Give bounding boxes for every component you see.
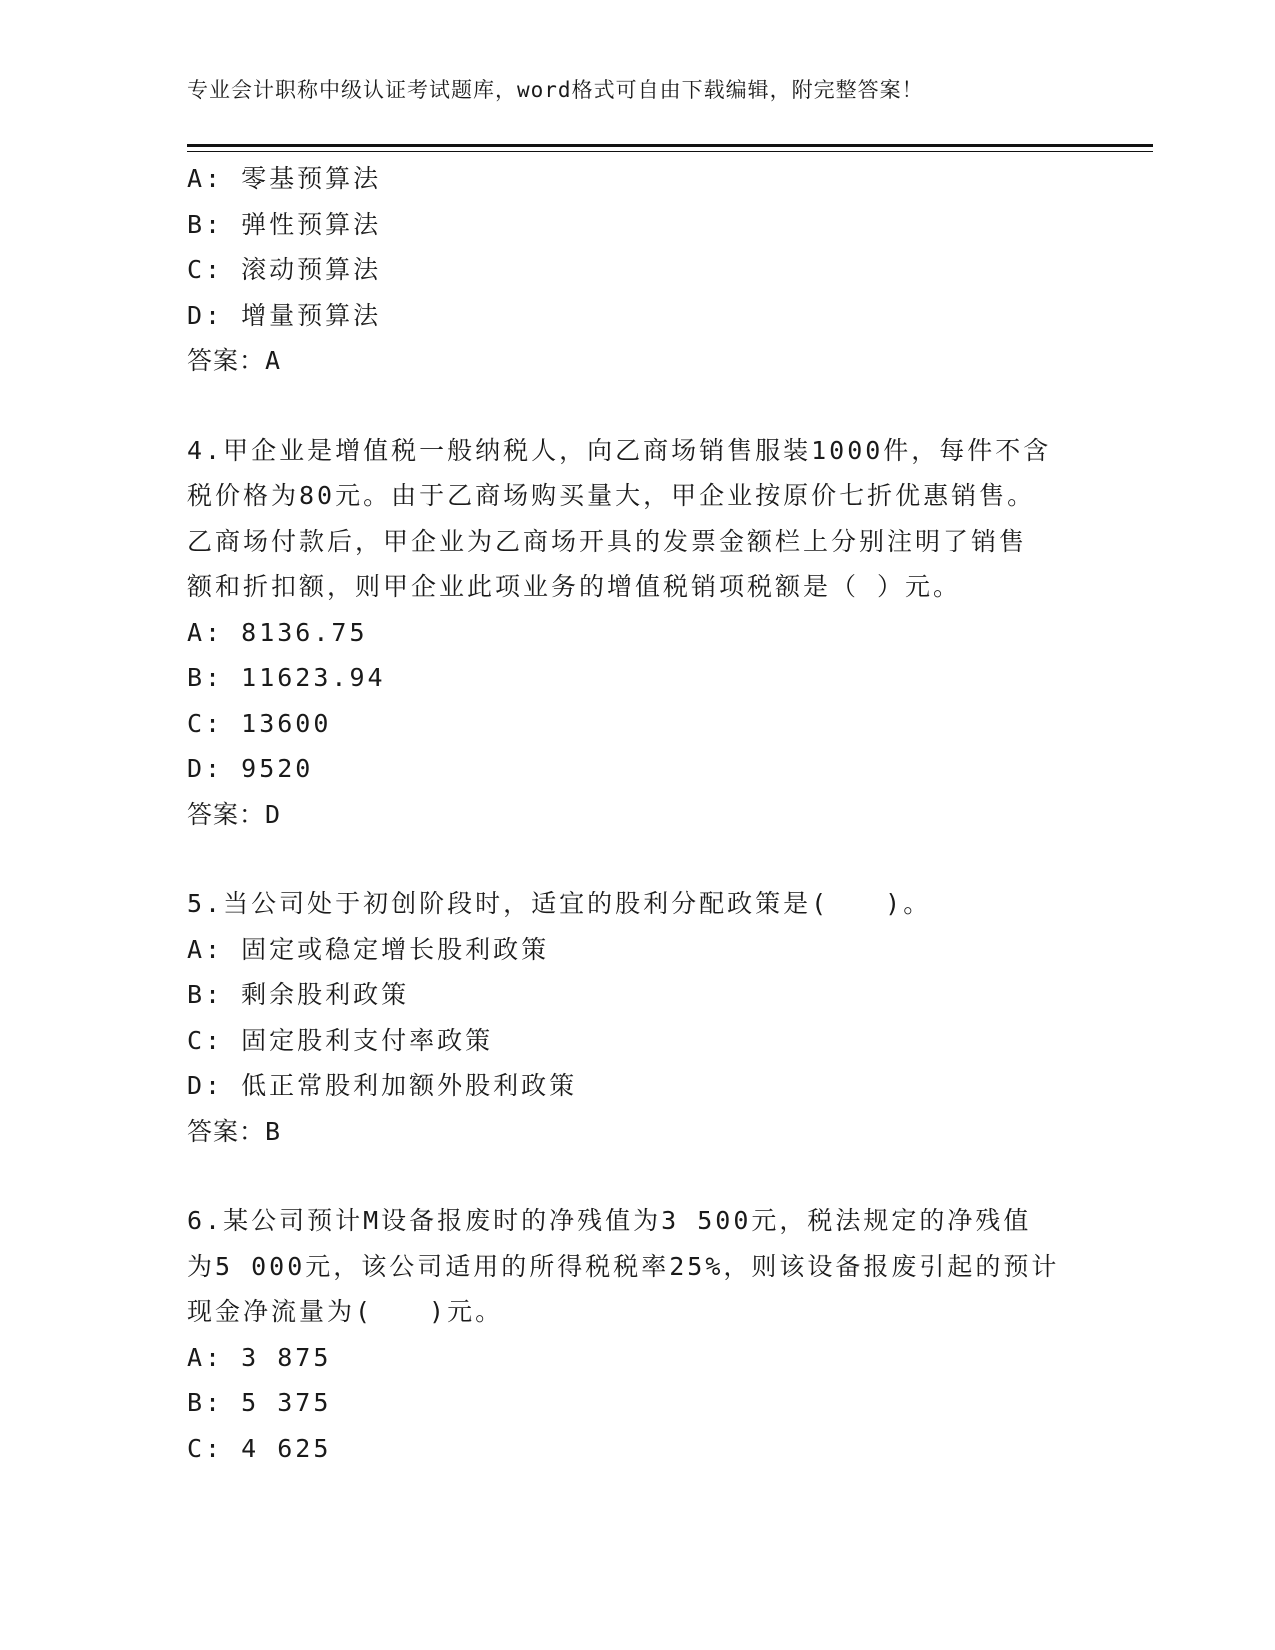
option-c: C: 固定股利支付率政策 bbox=[187, 1025, 494, 1055]
option-b: B: 剩余股利政策 bbox=[187, 980, 410, 1009]
question-stem-line: 额和折扣额，则甲企业此项业务的增值税销项税额是（ ）元。 bbox=[187, 572, 962, 601]
option-a: A: 3 875 bbox=[187, 1342, 332, 1372]
answer: 答案：B bbox=[187, 1116, 282, 1146]
answer: 答案：A bbox=[187, 346, 282, 375]
option-a: A: 固定或稳定增长股利政策 bbox=[187, 934, 550, 964]
option-a: A: 8136.75 bbox=[187, 617, 368, 647]
question-stem-line: 6.某公司预计M设备报废时的净残值为3 500元，税法规定的净残值 bbox=[187, 1206, 1032, 1235]
question-stem-line: 乙商场付款后，甲企业为乙商场开具的发票金额栏上分别注明了销售 bbox=[187, 526, 1028, 556]
option-c: C: 4 625 bbox=[187, 1433, 332, 1463]
option-d: D: 增量预算法 bbox=[187, 300, 382, 330]
answer: 答案：D bbox=[187, 799, 282, 829]
option-d: D: 低正常股利加额外股利政策 bbox=[187, 1071, 578, 1100]
option-a: A: 零基预算法 bbox=[187, 164, 382, 193]
option-d: D: 9520 bbox=[187, 754, 314, 783]
option-b: B: 5 375 bbox=[187, 1388, 332, 1417]
question-stem-line: 为5 000元，该公司适用的所得税税率25%，则该设备报废引起的预计 bbox=[187, 1251, 1060, 1281]
option-c: C: 13600 bbox=[187, 708, 332, 738]
option-b: B: 弹性预算法 bbox=[187, 209, 382, 239]
question-stem-line: 现金净流量为( )元。 bbox=[187, 1297, 504, 1326]
option-c: C: 滚动预算法 bbox=[187, 255, 382, 284]
option-b: B: 11623.94 bbox=[187, 663, 386, 692]
question-6 bbox=[187, 1198, 1087, 1471]
question-list bbox=[187, 156, 1087, 1471]
question-4 bbox=[187, 428, 1087, 838]
question-stem-line: 4.甲企业是增值税一般纳税人，向乙商场销售服装1000件，每件不含 bbox=[187, 435, 1052, 465]
question-5 bbox=[187, 881, 1087, 1154]
question-stem-line: 税价格为80元。由于乙商场购买量大，甲企业按原价七折优惠销售。 bbox=[187, 481, 1036, 510]
header-rule-thick bbox=[187, 144, 1153, 147]
header-rule-thin bbox=[187, 151, 1153, 152]
question-stem-line: 5.当公司处于初创阶段时，适宜的股利分配政策是( )。 bbox=[187, 889, 932, 918]
page-header: 专业会计职称中级认证考试题库，word格式可自由下载编辑，附完整答案！ bbox=[187, 78, 924, 102]
question-3 bbox=[187, 156, 1087, 384]
